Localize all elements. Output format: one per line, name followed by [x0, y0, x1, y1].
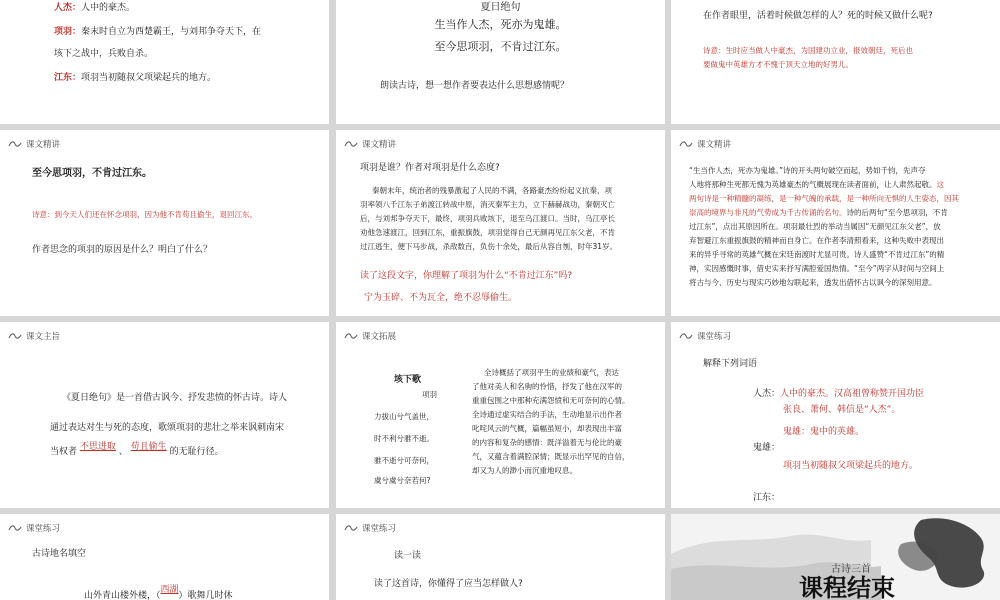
para-line-4: 崇高的境界与非凡的气势成为千古传诵的名句。诗的后两句“至今思项羽，不肯: [689, 208, 948, 217]
slide-thumbnail-2[interactable]: [336, 0, 665, 124]
para-line-7: 来的异乎寻常的英雄气概在宋廷南渡时尤显可贵。诗人盛赞“不肯过江东”的精: [689, 250, 945, 259]
slide-header: 课堂练习: [8, 522, 60, 534]
blank-answer-1: 不思进取: [79, 442, 116, 452]
swirl-icon: [8, 524, 22, 533]
para-line-7: 气，又蕴含着满腔深情；既显示出罕见的自信，: [472, 452, 630, 461]
para-line-6: 弃智避江东重振旗鼓的精神而自身亡。在作者李清照看来，这种失败中表现出: [689, 236, 944, 245]
blank-answer: 西湖: [160, 585, 179, 595]
term-row-3: 垓下之战中，兵败自杀。: [54, 49, 154, 59]
slide-thumbnail-11[interactable]: [336, 514, 665, 600]
slide-thumbnail-7[interactable]: [0, 322, 329, 508]
question-text: 项羽是谁？作者对项羽是什么态度?: [360, 163, 500, 173]
poem-line-2: 时不利兮骓不逝。: [374, 434, 434, 443]
slide-header: 课堂练习: [679, 330, 731, 342]
para-line-5: 过江东”，点出其原因所在。项羽最壮烈的举动当属因“无颜见江东父老”，放: [689, 222, 941, 231]
para-line-3: 两句诗是一种精髓的凝练，是一种气魄的承载，是一种所向无惧的人生姿态，因其: [689, 194, 959, 203]
para-line-5: 过江逃生，便下马步战，杀敌数百，负伤十余处，最后从容自刎，时年31岁。: [360, 242, 618, 251]
slide-thumbnail-8[interactable]: [336, 322, 665, 508]
para-line-8: 却又为人的渺小而沉重地叹息。: [472, 466, 577, 475]
poem-line: 至今思项羽，不肯过江东。: [32, 168, 152, 179]
para-line-3: 重重包围之中那种充满怨愤和无可奈何的心情。: [472, 396, 630, 405]
vocab-term-1: 人杰：人中的豪杰。汉高祖曾称赞开国功臣: [753, 389, 925, 399]
vocab-def-2: 鬼雄：鬼中的英雄。: [783, 427, 865, 437]
poem-title: 垓下歌: [394, 375, 422, 385]
slide-thumbnail-10[interactable]: [0, 514, 329, 600]
question-2: 读了这段文字，你理解了项羽为什么“不肯过江东”吗?: [360, 271, 573, 281]
term-row-2: 项羽：秦末时自立为西楚霸王，与刘邦争夺天下，在: [54, 27, 262, 37]
slide-thumbnail-12[interactable]: [671, 514, 1000, 600]
poem-line-2: 至今思项羽，不肯过江东。: [434, 40, 567, 53]
fill-line: 山外青山楼外楼，（西湖）歌舞几时休: [84, 585, 233, 600]
para-line-2: 羽率领八千江东子弟渡江转战中原，消灭秦军主力，立下赫赫战功，秦朝灭亡: [360, 200, 615, 209]
slide-header: 课文精讲: [679, 138, 731, 150]
question-text: 朗读古诗，想一想作者要表达什么思想感情呢？: [380, 81, 570, 91]
theme-line-1: 《夏日绝句》是一首借古讽今、抒发悲愤的怀古诗。诗人: [62, 393, 288, 403]
para-line-2: 了他对美人和名驹的怜惜，抒发了他在汉军的: [472, 382, 622, 391]
meaning-text: 诗意：到今天人们还在怀念项羽，因为他不肯苟且偷生，退回江东。: [32, 210, 257, 219]
answer-line-1: 诗意：生时应当做人中豪杰，为国建功立业，报效朝廷，死后也: [703, 46, 913, 55]
poem-author: 项羽: [422, 390, 437, 399]
vocab-term-3: 江东：: [753, 493, 781, 503]
vocab-term-2: 鬼雄：: [753, 443, 781, 453]
swirl-icon: [679, 140, 693, 149]
slide-thumbnail-3[interactable]: [671, 0, 1000, 124]
closing-title: 课程结束: [799, 574, 895, 600]
theme-line-3: 当权者 不思进取 、 苟且偷生 的无耻行径。: [50, 442, 224, 457]
swirl-icon: [8, 332, 22, 341]
para-line-4: 劝他急速渡江，回到江东，重振旗鼓，项羽觉得自己无颜再见江东父老，不肯: [360, 228, 615, 237]
swirl-icon: [679, 332, 693, 341]
para-line-1: “生当作人杰，死亦为鬼雄。”诗的开头两句破空而起，势如千钧，先声夺: [689, 166, 926, 175]
para-line-4: 全诗通过虚实结合的手法，生动地显示出作者: [472, 410, 622, 419]
para-line-8: 神，实因感慨时事，借史实来抒写满腔爱国热情。“至今”两字从时间与空间上: [689, 264, 945, 273]
slide-thumbnail-5[interactable]: [336, 130, 665, 316]
para-line-1: 全诗概括了项羽平生的业绩和豪气，表达: [484, 368, 619, 377]
slide-thumbnail-6[interactable]: [671, 130, 1000, 316]
swirl-icon: [344, 140, 358, 149]
para-line-5: 叱咤风云的气概，篇幅虽短小，却表现出丰富: [472, 424, 622, 433]
slide-header: 课文拓展: [344, 330, 396, 342]
slide-thumbnail-4[interactable]: [0, 130, 329, 316]
swirl-icon: [8, 140, 22, 149]
poem-line-1: 生当作人杰，死亦为鬼雄。: [434, 18, 567, 31]
answer-2: 宁为玉碎、不为瓦全，绝不忍辱偷生。: [364, 293, 518, 303]
question-text: 作者思念的项羽的原因是什么？明白了什么？: [32, 245, 213, 255]
theme-line-2: 通过表达对生与死的态度，歌颂项羽的悲壮之举来讽刺南宋: [50, 423, 285, 433]
poem-line-1: 力拔山兮气盖世，: [374, 412, 434, 421]
answer-line-2: 要做鬼中英雄方才不愧于顶天立地的好男儿。: [703, 60, 853, 69]
course-subtitle: 古诗三首: [831, 564, 871, 575]
instruction-text: 古诗地名填空: [32, 549, 87, 559]
slide-header: 课堂练习: [344, 522, 396, 534]
para-line-6: 的内容和复杂的感情：既洋溢着无与伦比的豪: [472, 438, 622, 447]
slide-header: 课文精讲: [8, 138, 60, 150]
term-row-4: 江东：项羽当初随叔父项梁起兵的地方。: [54, 73, 217, 83]
para-line-9: 将古与今、历史与现实巧妙地勾联起来，透发出借怀古以讽今的深刻用意。: [689, 278, 937, 287]
para-line-2: 人地将那种生死都无愧为英雄豪杰的气概展现在读者面前，让人肃然起敬。这: [689, 180, 944, 189]
slide-thumbnail-1[interactable]: [0, 0, 329, 124]
para-line-3: 后，与刘邦争夺天下，最终，项羽兵败垓下，退至乌江渡口。当时，乌江亭长: [360, 214, 615, 223]
instruction-text: 读一读: [394, 551, 422, 561]
poem-line-3: 骓不逝兮可奈何，: [374, 456, 434, 465]
instruction-text: 解释下列词语: [703, 359, 758, 369]
slide-header: 课文精讲: [344, 138, 396, 150]
slide-header: 课文主旨: [8, 330, 60, 342]
question-text: 读了这首诗，你懂得了应当怎样做人?: [374, 579, 523, 589]
vocab-def-3: 项羽当初随叔父项梁起兵的地方。: [783, 461, 919, 471]
vocab-def-1b: 张良、萧何、韩信是“人杰”。: [783, 405, 901, 415]
swirl-icon: [344, 524, 358, 533]
slide-thumbnail-9[interactable]: [671, 322, 1000, 508]
blank-answer-2: 苟且偷生: [130, 442, 167, 452]
poem-line-4: 虞兮虞兮奈若何?: [374, 476, 431, 485]
para-line-1: 秦朝末年，统治者的残暴激起了人民的不满，各路豪杰纷纷起义抗秦，项: [372, 186, 612, 195]
term-row-1: 人杰：人中的豪杰。: [54, 3, 136, 13]
swirl-icon: [344, 332, 358, 341]
poem-title: 夏日绝句: [480, 2, 521, 13]
question-text: 在作者眼里，活着时候做怎样的人？死的时候又做什么呢?: [703, 11, 933, 21]
